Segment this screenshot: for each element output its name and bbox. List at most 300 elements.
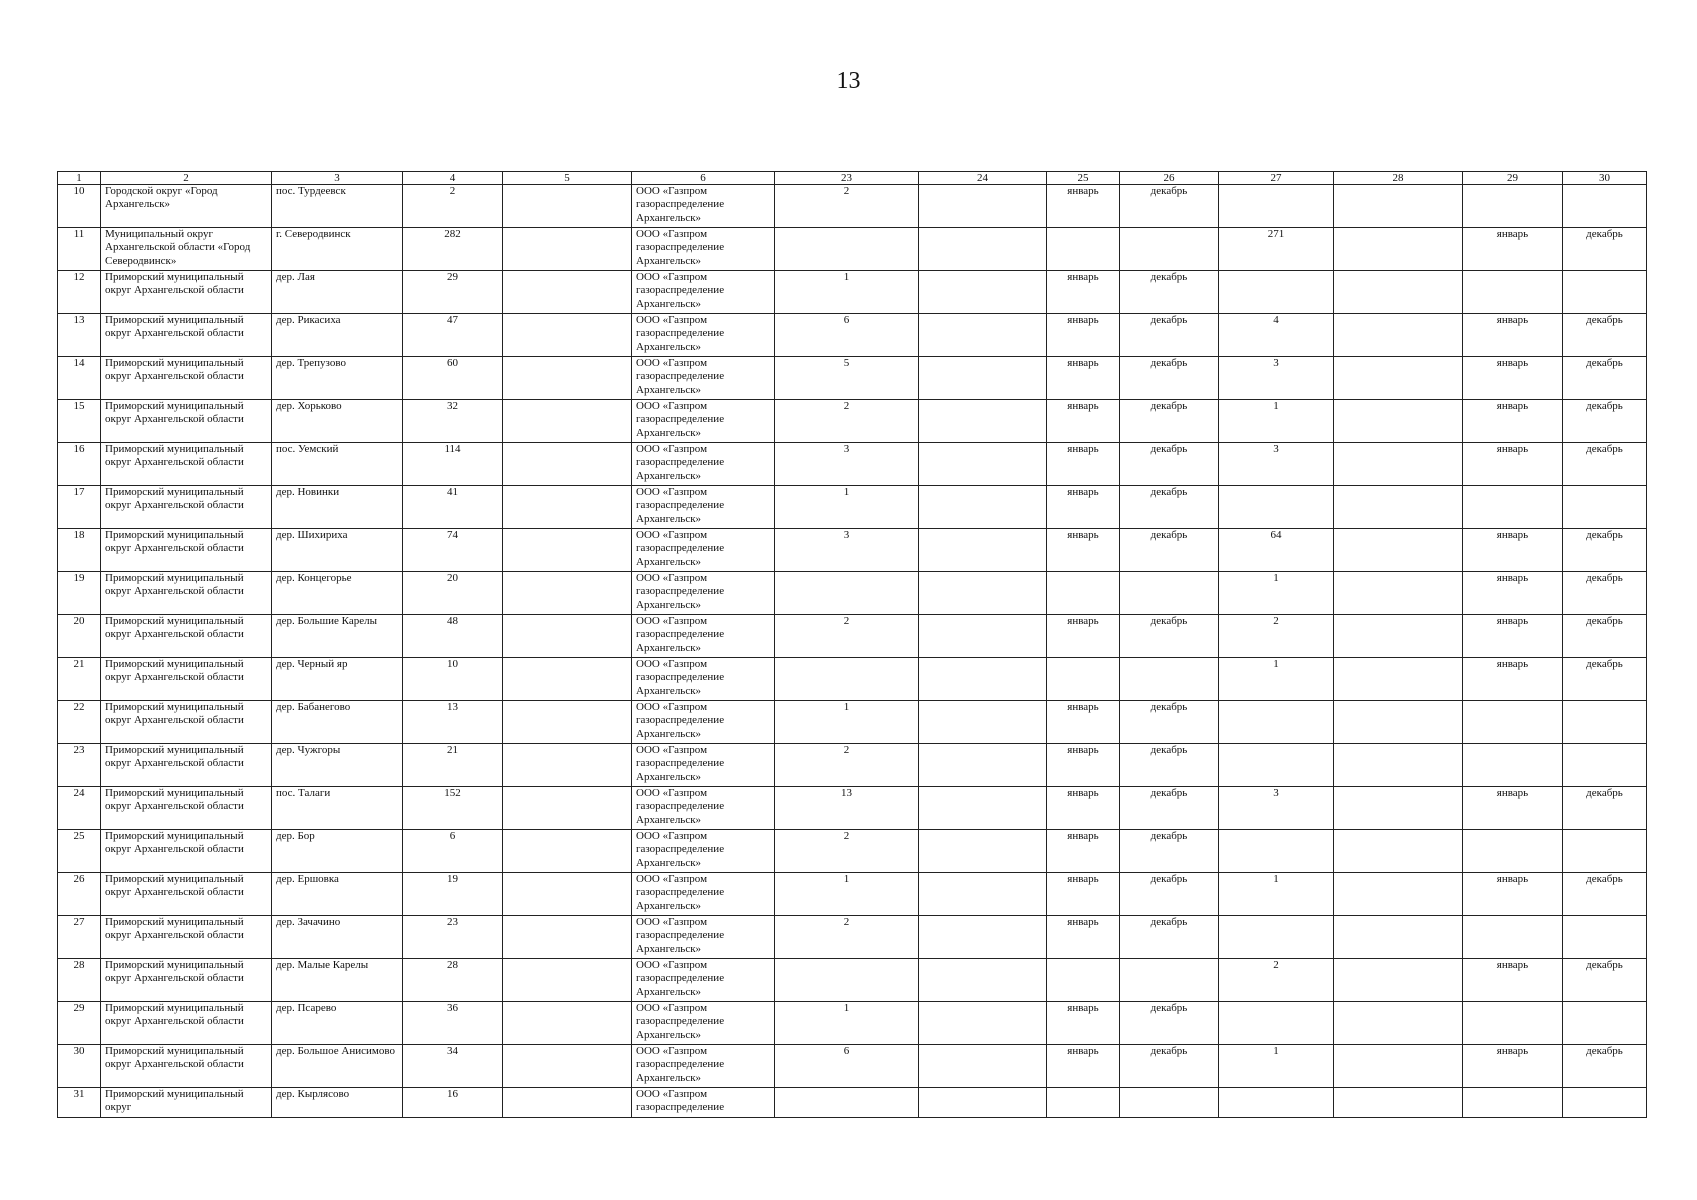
table-cell-col-9: январь bbox=[1047, 314, 1120, 357]
table-cell-col-2: Приморский муниципальный округ Архангельской области bbox=[101, 830, 272, 873]
table-row bbox=[58, 228, 1647, 271]
column-header-13: 29 bbox=[1463, 172, 1563, 185]
table-cell-col-3: дер. Лая bbox=[272, 271, 403, 314]
table-cell-col-7: 2 bbox=[775, 615, 919, 658]
table-cell-col-5 bbox=[503, 1045, 632, 1088]
table-cell-col-11: 3 bbox=[1219, 443, 1334, 486]
table-cell-col-14: декабрь bbox=[1563, 959, 1647, 1002]
table-cell-col-4: 16 bbox=[403, 1088, 503, 1118]
table-cell-col-2: Городской округ «Город Архангельск» bbox=[101, 185, 272, 228]
table-cell-col-2: Приморский муниципальный округ Архангельской области bbox=[101, 357, 272, 400]
table-cell-col-6: ООО «Газпром газораспределение Архангельск» bbox=[632, 1045, 775, 1088]
table-cell-col-6: ООО «Газпром газораспределение Архангельск» bbox=[632, 185, 775, 228]
table-cell-col-12 bbox=[1334, 572, 1463, 615]
table-cell-col-6: ООО «Газпром газораспределение Архангельск» bbox=[632, 314, 775, 357]
table-row bbox=[58, 572, 1647, 615]
table-cell-col-11 bbox=[1219, 1088, 1334, 1118]
table-cell-col-9: январь bbox=[1047, 615, 1120, 658]
table-cell-col-12 bbox=[1334, 1088, 1463, 1118]
table-cell-col-6: ООО «Газпром газораспределение Архангельск» bbox=[632, 615, 775, 658]
table-row bbox=[58, 916, 1647, 959]
table-cell-col-14 bbox=[1563, 744, 1647, 787]
table-cell-col-9: январь bbox=[1047, 185, 1120, 228]
table-cell-col-13 bbox=[1463, 486, 1563, 529]
table-row bbox=[58, 873, 1647, 916]
table-cell-col-7: 1 bbox=[775, 271, 919, 314]
table-cell-col-8 bbox=[919, 658, 1047, 701]
table-cell-col-12 bbox=[1334, 959, 1463, 1002]
table-cell-col-6: ООО «Газпром газораспределение Архангельск» bbox=[632, 486, 775, 529]
table-cell-col-7 bbox=[775, 1088, 919, 1118]
table-cell-col-1: 12 bbox=[58, 271, 101, 314]
column-header-11: 27 bbox=[1219, 172, 1334, 185]
table-cell-col-3: г. Северодвинск bbox=[272, 228, 403, 271]
table-cell-col-12 bbox=[1334, 701, 1463, 744]
table-cell-col-2: Приморский муниципальный округ bbox=[101, 1088, 272, 1118]
table-cell-col-2: Приморский муниципальный округ Архангельской области bbox=[101, 787, 272, 830]
table-row bbox=[58, 959, 1647, 1002]
table-cell-col-5 bbox=[503, 443, 632, 486]
column-header-12: 28 bbox=[1334, 172, 1463, 185]
table-cell-col-14: декабрь bbox=[1563, 787, 1647, 830]
table-cell-col-5 bbox=[503, 830, 632, 873]
table-cell-col-14 bbox=[1563, 486, 1647, 529]
table-cell-col-11: 1 bbox=[1219, 400, 1334, 443]
table-cell-col-7 bbox=[775, 658, 919, 701]
table-cell-col-10: декабрь bbox=[1120, 744, 1219, 787]
table-cell-col-1: 22 bbox=[58, 701, 101, 744]
table-cell-col-1: 10 bbox=[58, 185, 101, 228]
table-cell-col-4: 60 bbox=[403, 357, 503, 400]
table-cell-col-9: январь bbox=[1047, 873, 1120, 916]
table-cell-col-1: 20 bbox=[58, 615, 101, 658]
table-cell-col-3: дер. Чужгоры bbox=[272, 744, 403, 787]
table-cell-col-12 bbox=[1334, 271, 1463, 314]
table-cell-col-8 bbox=[919, 271, 1047, 314]
table-cell-col-8 bbox=[919, 228, 1047, 271]
table-cell-col-2: Приморский муниципальный округ Архангельской области bbox=[101, 1002, 272, 1045]
table-cell-col-8 bbox=[919, 400, 1047, 443]
table-cell-col-14: декабрь bbox=[1563, 658, 1647, 701]
table-cell-col-7: 2 bbox=[775, 400, 919, 443]
table-cell-col-12 bbox=[1334, 830, 1463, 873]
table-cell-col-5 bbox=[503, 959, 632, 1002]
table-header-row bbox=[58, 172, 1647, 185]
table-cell-col-14: декабрь bbox=[1563, 529, 1647, 572]
table-cell-col-9: январь bbox=[1047, 486, 1120, 529]
table-cell-col-1: 19 bbox=[58, 572, 101, 615]
table-cell-col-1: 29 bbox=[58, 1002, 101, 1045]
table-cell-col-2: Приморский муниципальный округ Архангельской области bbox=[101, 744, 272, 787]
table-cell-col-14 bbox=[1563, 1002, 1647, 1045]
table-cell-col-3: дер. Ершовка bbox=[272, 873, 403, 916]
table-cell-col-8 bbox=[919, 529, 1047, 572]
table-cell-col-14: декабрь bbox=[1563, 615, 1647, 658]
table-body bbox=[58, 185, 1647, 1118]
table-cell-col-3: дер. Зачачино bbox=[272, 916, 403, 959]
table-cell-col-9: январь bbox=[1047, 830, 1120, 873]
table-cell-col-5 bbox=[503, 873, 632, 916]
table-cell-col-4: 6 bbox=[403, 830, 503, 873]
table-cell-col-9: январь bbox=[1047, 744, 1120, 787]
table-row bbox=[58, 1002, 1647, 1045]
table-cell-col-12 bbox=[1334, 916, 1463, 959]
table-row bbox=[58, 486, 1647, 529]
table-cell-col-3: дер. Новинки bbox=[272, 486, 403, 529]
table-row bbox=[58, 314, 1647, 357]
table-cell-col-5 bbox=[503, 185, 632, 228]
table-cell-col-12 bbox=[1334, 1045, 1463, 1088]
table-cell-col-1: 31 bbox=[58, 1088, 101, 1118]
table-cell-col-2: Приморский муниципальный округ Архангельской области bbox=[101, 400, 272, 443]
column-header-8: 24 bbox=[919, 172, 1047, 185]
table-cell-col-7: 2 bbox=[775, 185, 919, 228]
table-cell-col-2: Приморский муниципальный округ Архангельской области bbox=[101, 615, 272, 658]
table-cell-col-6: ООО «Газпром газораспределение bbox=[632, 1088, 775, 1118]
table-cell-col-2: Приморский муниципальный округ Архангельской области bbox=[101, 701, 272, 744]
table-cell-col-5 bbox=[503, 744, 632, 787]
table-cell-col-10: декабрь bbox=[1120, 787, 1219, 830]
table-cell-col-4: 29 bbox=[403, 271, 503, 314]
table-cell-col-7: 1 bbox=[775, 486, 919, 529]
table-cell-col-7 bbox=[775, 228, 919, 271]
table-cell-col-7: 1 bbox=[775, 701, 919, 744]
table-cell-col-14 bbox=[1563, 185, 1647, 228]
table-cell-col-11 bbox=[1219, 830, 1334, 873]
table-cell-col-7 bbox=[775, 959, 919, 1002]
table-cell-col-4: 48 bbox=[403, 615, 503, 658]
table-cell-col-11: 3 bbox=[1219, 787, 1334, 830]
table-cell-col-4: 41 bbox=[403, 486, 503, 529]
column-header-7: 23 bbox=[775, 172, 919, 185]
table-cell-col-3: дер. Хорьково bbox=[272, 400, 403, 443]
table-row bbox=[58, 357, 1647, 400]
table-cell-col-12 bbox=[1334, 787, 1463, 830]
table-cell-col-6: ООО «Газпром газораспределение Архангельск» bbox=[632, 443, 775, 486]
table-cell-col-10: декабрь bbox=[1120, 529, 1219, 572]
table-cell-col-11 bbox=[1219, 916, 1334, 959]
table-cell-col-4: 23 bbox=[403, 916, 503, 959]
table-cell-col-10 bbox=[1120, 572, 1219, 615]
table-cell-col-11: 3 bbox=[1219, 357, 1334, 400]
table-cell-col-9: январь bbox=[1047, 701, 1120, 744]
table-cell-col-1: 14 bbox=[58, 357, 101, 400]
table-cell-col-9: январь bbox=[1047, 271, 1120, 314]
table-cell-col-4: 152 bbox=[403, 787, 503, 830]
table-cell-col-8 bbox=[919, 314, 1047, 357]
table-cell-col-13: январь bbox=[1463, 658, 1563, 701]
table-cell-col-2: Муниципальный округ Архангельской области «Город Северодвинск» bbox=[101, 228, 272, 271]
column-header-9: 25 bbox=[1047, 172, 1120, 185]
table-cell-col-11 bbox=[1219, 271, 1334, 314]
table-cell-col-11: 4 bbox=[1219, 314, 1334, 357]
column-header-1: 1 bbox=[58, 172, 101, 185]
table-cell-col-13: январь bbox=[1463, 572, 1563, 615]
table-cell-col-5 bbox=[503, 916, 632, 959]
table-cell-col-7: 5 bbox=[775, 357, 919, 400]
table-cell-col-10: декабрь bbox=[1120, 830, 1219, 873]
table-cell-col-13 bbox=[1463, 744, 1563, 787]
table-row bbox=[58, 658, 1647, 701]
table-cell-col-10: декабрь bbox=[1120, 615, 1219, 658]
table-cell-col-11: 2 bbox=[1219, 615, 1334, 658]
table-cell-col-12 bbox=[1334, 486, 1463, 529]
table-cell-col-2: Приморский муниципальный округ Архангельской области bbox=[101, 916, 272, 959]
table-cell-col-12 bbox=[1334, 658, 1463, 701]
table-cell-col-13: январь bbox=[1463, 400, 1563, 443]
table-cell-col-6: ООО «Газпром газораспределение Архангельск» bbox=[632, 830, 775, 873]
table-cell-col-10: декабрь bbox=[1120, 873, 1219, 916]
table-cell-col-14: декабрь bbox=[1563, 228, 1647, 271]
table-cell-col-6: ООО «Газпром газораспределение Архангельск» bbox=[632, 529, 775, 572]
table-cell-col-1: 30 bbox=[58, 1045, 101, 1088]
table-cell-col-4: 10 bbox=[403, 658, 503, 701]
table-cell-col-9: январь bbox=[1047, 529, 1120, 572]
table-cell-col-13 bbox=[1463, 1002, 1563, 1045]
table-cell-col-3: дер. Концегорье bbox=[272, 572, 403, 615]
table-cell-col-8 bbox=[919, 357, 1047, 400]
table-cell-col-11 bbox=[1219, 1002, 1334, 1045]
table-cell-col-11: 1 bbox=[1219, 873, 1334, 916]
table-row bbox=[58, 615, 1647, 658]
table-cell-col-10: декабрь bbox=[1120, 486, 1219, 529]
table-cell-col-13: январь bbox=[1463, 529, 1563, 572]
table-cell-col-8 bbox=[919, 615, 1047, 658]
table-cell-col-1: 17 bbox=[58, 486, 101, 529]
table-cell-col-14: декабрь bbox=[1563, 443, 1647, 486]
table-cell-col-8 bbox=[919, 959, 1047, 1002]
table-cell-col-10 bbox=[1120, 1088, 1219, 1118]
table-cell-col-12 bbox=[1334, 357, 1463, 400]
table-cell-col-5 bbox=[503, 314, 632, 357]
table-cell-col-4: 34 bbox=[403, 1045, 503, 1088]
table-cell-col-6: ООО «Газпром газораспределение Архангельск» bbox=[632, 357, 775, 400]
table-cell-col-14: декабрь bbox=[1563, 314, 1647, 357]
table-cell-col-6: ООО «Газпром газораспределение Архангельск» bbox=[632, 572, 775, 615]
table-cell-col-11 bbox=[1219, 185, 1334, 228]
table-cell-col-3: дер. Рикасиха bbox=[272, 314, 403, 357]
table-cell-col-13 bbox=[1463, 271, 1563, 314]
table-cell-col-5 bbox=[503, 658, 632, 701]
table-cell-col-11: 1 bbox=[1219, 1045, 1334, 1088]
table-cell-col-14: декабрь bbox=[1563, 357, 1647, 400]
table-cell-col-8 bbox=[919, 830, 1047, 873]
table-cell-col-12 bbox=[1334, 1002, 1463, 1045]
table-cell-col-10: декабрь bbox=[1120, 271, 1219, 314]
table-cell-col-1: 11 bbox=[58, 228, 101, 271]
table-cell-col-9: январь bbox=[1047, 787, 1120, 830]
table-cell-col-11: 1 bbox=[1219, 658, 1334, 701]
table-cell-col-10: декабрь bbox=[1120, 357, 1219, 400]
table-cell-col-2: Приморский муниципальный округ Архангельской области bbox=[101, 271, 272, 314]
table-cell-col-14 bbox=[1563, 271, 1647, 314]
table-cell-col-3: дер. Большие Карелы bbox=[272, 615, 403, 658]
table-cell-col-5 bbox=[503, 701, 632, 744]
table-cell-col-8 bbox=[919, 744, 1047, 787]
table-cell-col-7: 3 bbox=[775, 529, 919, 572]
table-cell-col-8 bbox=[919, 873, 1047, 916]
table-cell-col-3: дер. Кырлясово bbox=[272, 1088, 403, 1118]
table-cell-col-1: 23 bbox=[58, 744, 101, 787]
table-cell-col-10: декабрь bbox=[1120, 1002, 1219, 1045]
data-table bbox=[57, 171, 1647, 1118]
table-cell-col-13: январь bbox=[1463, 959, 1563, 1002]
table-cell-col-14: декабрь bbox=[1563, 873, 1647, 916]
table-cell-col-2: Приморский муниципальный округ Архангельской области bbox=[101, 1045, 272, 1088]
table-cell-col-7: 13 bbox=[775, 787, 919, 830]
table-cell-col-4: 20 bbox=[403, 572, 503, 615]
table-cell-col-2: Приморский муниципальный округ Архангельской области bbox=[101, 443, 272, 486]
table-cell-col-11: 64 bbox=[1219, 529, 1334, 572]
table-cell-col-9: январь bbox=[1047, 1002, 1120, 1045]
table-cell-col-6: ООО «Газпром газораспределение Архангельск» bbox=[632, 228, 775, 271]
table-cell-col-8 bbox=[919, 701, 1047, 744]
table-row bbox=[58, 185, 1647, 228]
table-cell-col-11: 2 bbox=[1219, 959, 1334, 1002]
table-cell-col-6: ООО «Газпром газораспределение Архангельск» bbox=[632, 873, 775, 916]
table-cell-col-8 bbox=[919, 572, 1047, 615]
table-cell-col-3: дер. Бор bbox=[272, 830, 403, 873]
table-cell-col-14 bbox=[1563, 830, 1647, 873]
table-cell-col-1: 27 bbox=[58, 916, 101, 959]
table-cell-col-2: Приморский муниципальный округ Архангельской области bbox=[101, 658, 272, 701]
column-header-5: 5 bbox=[503, 172, 632, 185]
table-cell-col-9 bbox=[1047, 1088, 1120, 1118]
table-cell-col-14 bbox=[1563, 916, 1647, 959]
table-cell-col-13: январь bbox=[1463, 873, 1563, 916]
table-cell-col-8 bbox=[919, 787, 1047, 830]
table-cell-col-13 bbox=[1463, 701, 1563, 744]
table-cell-col-6: ООО «Газпром газораспределение Архангельск» bbox=[632, 959, 775, 1002]
table-row bbox=[58, 787, 1647, 830]
table-cell-col-3: дер. Большое Анисимово bbox=[272, 1045, 403, 1088]
table-cell-col-1: 26 bbox=[58, 873, 101, 916]
table-cell-col-4: 21 bbox=[403, 744, 503, 787]
table-cell-col-7: 2 bbox=[775, 830, 919, 873]
table-cell-col-13 bbox=[1463, 1088, 1563, 1118]
table-cell-col-4: 28 bbox=[403, 959, 503, 1002]
table-cell-col-4: 2 bbox=[403, 185, 503, 228]
table-row bbox=[58, 1045, 1647, 1088]
table-cell-col-12 bbox=[1334, 400, 1463, 443]
table-cell-col-12 bbox=[1334, 529, 1463, 572]
table-cell-col-9: январь bbox=[1047, 443, 1120, 486]
table-cell-col-13: январь bbox=[1463, 228, 1563, 271]
table-cell-col-10: декабрь bbox=[1120, 916, 1219, 959]
table-cell-col-11 bbox=[1219, 744, 1334, 787]
table-cell-col-9: январь bbox=[1047, 400, 1120, 443]
table-cell-col-5 bbox=[503, 228, 632, 271]
table-cell-col-13 bbox=[1463, 916, 1563, 959]
table-cell-col-14: декабрь bbox=[1563, 572, 1647, 615]
table-cell-col-13 bbox=[1463, 830, 1563, 873]
table-cell-col-7: 6 bbox=[775, 314, 919, 357]
table-cell-col-14: декабрь bbox=[1563, 1045, 1647, 1088]
table-cell-col-3: дер. Черный яр bbox=[272, 658, 403, 701]
table-cell-col-7: 1 bbox=[775, 1002, 919, 1045]
table-cell-col-1: 13 bbox=[58, 314, 101, 357]
table-cell-col-13: январь bbox=[1463, 314, 1563, 357]
table-cell-col-7: 2 bbox=[775, 916, 919, 959]
table-cell-col-2: Приморский муниципальный округ Архангельской области bbox=[101, 572, 272, 615]
table-cell-col-5 bbox=[503, 615, 632, 658]
table-cell-col-8 bbox=[919, 1088, 1047, 1118]
table-cell-col-5 bbox=[503, 1002, 632, 1045]
table-cell-col-9: январь bbox=[1047, 916, 1120, 959]
column-header-3: 3 bbox=[272, 172, 403, 185]
table-cell-col-4: 13 bbox=[403, 701, 503, 744]
table-cell-col-5 bbox=[503, 1088, 632, 1118]
table-cell-col-5 bbox=[503, 572, 632, 615]
table-cell-col-1: 24 bbox=[58, 787, 101, 830]
table-cell-col-6: ООО «Газпром газораспределение Архангельск» bbox=[632, 701, 775, 744]
table-cell-col-13: январь bbox=[1463, 1045, 1563, 1088]
table-cell-col-9 bbox=[1047, 658, 1120, 701]
column-header-10: 26 bbox=[1120, 172, 1219, 185]
table-cell-col-6: ООО «Газпром газораспределение Архангельск» bbox=[632, 400, 775, 443]
table-cell-col-3: пос. Талаги bbox=[272, 787, 403, 830]
table-row bbox=[58, 443, 1647, 486]
table-cell-col-11 bbox=[1219, 486, 1334, 529]
table-cell-col-10: декабрь bbox=[1120, 185, 1219, 228]
table-cell-col-12 bbox=[1334, 185, 1463, 228]
table-cell-col-11: 1 bbox=[1219, 572, 1334, 615]
table-cell-col-10 bbox=[1120, 959, 1219, 1002]
table-cell-col-5 bbox=[503, 486, 632, 529]
table-cell-col-12 bbox=[1334, 615, 1463, 658]
table-cell-col-13: январь bbox=[1463, 615, 1563, 658]
table-cell-col-7: 2 bbox=[775, 744, 919, 787]
column-header-4: 4 bbox=[403, 172, 503, 185]
table-cell-col-5 bbox=[503, 787, 632, 830]
table-row bbox=[58, 744, 1647, 787]
table-cell-col-10: декабрь bbox=[1120, 443, 1219, 486]
table-row bbox=[58, 271, 1647, 314]
table-cell-col-13 bbox=[1463, 185, 1563, 228]
table-cell-col-4: 19 bbox=[403, 873, 503, 916]
table-cell-col-3: пос. Турдеевск bbox=[272, 185, 403, 228]
table-cell-col-8 bbox=[919, 486, 1047, 529]
table-cell-col-2: Приморский муниципальный округ Архангельской области bbox=[101, 529, 272, 572]
table-cell-col-1: 25 bbox=[58, 830, 101, 873]
table-cell-col-3: дер. Псарево bbox=[272, 1002, 403, 1045]
table-cell-col-6: ООО «Газпром газораспределение Архангельск» bbox=[632, 916, 775, 959]
table-cell-col-6: ООО «Газпром газораспределение Архангельск» bbox=[632, 271, 775, 314]
table-cell-col-12 bbox=[1334, 228, 1463, 271]
table-cell-col-2: Приморский муниципальный округ Архангельской области bbox=[101, 314, 272, 357]
table-cell-col-4: 282 bbox=[403, 228, 503, 271]
table-cell-col-9 bbox=[1047, 959, 1120, 1002]
table-cell-col-12 bbox=[1334, 873, 1463, 916]
table-cell-col-3: дер. Шихириха bbox=[272, 529, 403, 572]
table-cell-col-6: ООО «Газпром газораспределение Архангельск» bbox=[632, 744, 775, 787]
table-cell-col-11 bbox=[1219, 701, 1334, 744]
table-cell-col-4: 32 bbox=[403, 400, 503, 443]
table-cell-col-3: дер. Трепузово bbox=[272, 357, 403, 400]
table-cell-col-7: 6 bbox=[775, 1045, 919, 1088]
table-cell-col-3: дер. Малые Карелы bbox=[272, 959, 403, 1002]
table-row bbox=[58, 400, 1647, 443]
table-cell-col-9: январь bbox=[1047, 357, 1120, 400]
table-cell-col-13: январь bbox=[1463, 357, 1563, 400]
page-number: 13 bbox=[836, 68, 861, 94]
table-cell-col-4: 47 bbox=[403, 314, 503, 357]
table-cell-col-14 bbox=[1563, 1088, 1647, 1118]
table-cell-col-8 bbox=[919, 185, 1047, 228]
table-row bbox=[58, 529, 1647, 572]
table-cell-col-10: декабрь bbox=[1120, 314, 1219, 357]
table-cell-col-6: ООО «Газпром газораспределение Архангельск» bbox=[632, 658, 775, 701]
